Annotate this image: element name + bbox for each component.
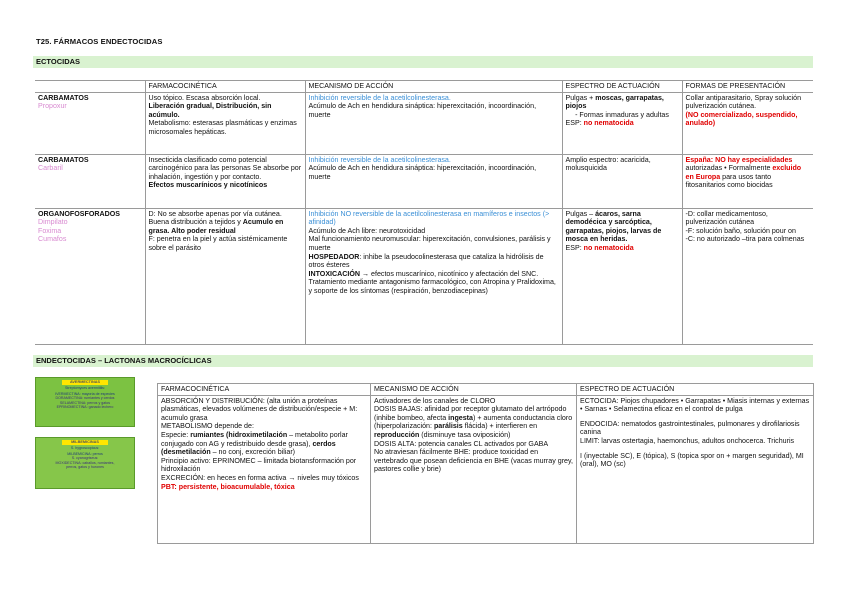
section-band-endectocidas: ENDECTOCIDAS – LACTONAS MACROCÍCLICAS xyxy=(33,355,813,367)
drug-name: Propoxur xyxy=(38,102,67,111)
forms-text: -D: collar medicamentoso, pulverización cutánea xyxy=(685,209,768,227)
legend-line: IVERMECTINA: mayoría de especies xyxy=(55,391,115,396)
pk-text: rumiantes (hidroximetilación xyxy=(190,430,288,439)
header-cell: MECANISMO DE ACCIÓN xyxy=(371,384,577,396)
moa-text: DOSIS ALTA: potencia canales CL activados por GABA xyxy=(374,439,549,448)
spectrum-text: LIMIT: larvas ostertagia, haemonchus, adultos onchocerca. Trichuris xyxy=(580,436,795,445)
spectrum-warning: no nematocida xyxy=(583,119,634,128)
spectrum-text: Amplio espectro: acaricida, molusquicida xyxy=(565,155,651,173)
header-cell: ESPECTRO DE ACTUACIÓN xyxy=(562,81,682,93)
drug-group: CARBAMATOS xyxy=(38,93,89,102)
pk-text: ABSORCIÓN Y DISTRIBUCIÓN: (alta unión a proteínas plasmáticas, elevados volúmenes de distribución/especie + M: acumulo grasa xyxy=(161,396,358,422)
page-title: T25. FÁRMACOS ENDECTOCIDAS xyxy=(36,37,163,46)
moa-text: INTOXICACIÓN xyxy=(308,269,360,278)
forms-warning: excluido en Europa xyxy=(685,164,802,181)
moa-text: Activadores de los canales de CLORO xyxy=(374,396,496,405)
moa-text: Acúmulo de Ach en hendidura sináptica: hiperexcitación, incoordinación, muerte xyxy=(308,164,537,181)
avermectinas-legend xyxy=(35,377,135,427)
drug-name: Cumafos xyxy=(38,235,67,244)
pk-text: – no conj, excreción biliar) xyxy=(210,448,296,457)
drug-name: Dimpilato xyxy=(38,218,68,227)
moa-highlight: Inhibición reversible de la acetilcolinesterasa. xyxy=(308,155,451,164)
legend-line: Streptomyces avermitilis: xyxy=(65,386,105,390)
spectrum-text: ESP: xyxy=(565,243,584,252)
moa-text: Acúmulo de Ach en hendidura sináptica: hiperexcitación, incoordinación, muerte xyxy=(308,102,537,119)
legend-line: SELAMECTINA: perros y gatos xyxy=(59,400,111,405)
spectrum-text: ECTOCIDA: Piojos chupadores • Garrapatas • Miasis internas y externas • Sarnas • Selamectina eficaz en el control de pulga xyxy=(580,396,810,414)
moa-highlight: Inhibición reversible de la acetilcolinesterasa. xyxy=(308,93,451,102)
spectrum-text: Pulgas – xyxy=(565,209,596,218)
moa-text: flácida) + interfieren en xyxy=(462,422,538,431)
spectrum-text: - Formas inmaduras y adultas xyxy=(575,110,669,119)
moa-text: (disminuye tasa oviposición) xyxy=(419,430,511,439)
legend-line: EPRINOMECTINA: ganado lechero xyxy=(56,405,114,410)
pk-text: – metabolito porlar conjugado con AG y redistribuido desde grasa), xyxy=(161,430,348,448)
header-cell: FARMACOCINÉTICA xyxy=(158,384,371,396)
pk-text: Metabolismo: esterasas plasmáticas y enzimas microsomales hepáticas. xyxy=(148,119,297,136)
drug-group: ORGANOFOSFORADOS xyxy=(38,209,120,218)
forms-warning: España: NO hay especialidades xyxy=(685,155,793,164)
legend-line: S. hygroscopicus: xyxy=(70,446,100,450)
spectrum-text: ESP: xyxy=(565,119,584,128)
spectrum-text: ácaros, sarna demodécica y sarcóptica, garrapatas, piojos, larvas de mosca en heridas. xyxy=(565,209,662,244)
pk-text: D: No se absorbe apenas por vía cutánea. Buena distribución a tejidos y xyxy=(148,209,282,227)
drug-group: CARBAMATOS xyxy=(38,155,89,164)
moa-highlight: Inhibición NO reversible de la acetilcolinesterasa en mamíferos e insectos (> afinidad) xyxy=(308,209,550,227)
spectrum-text: I (inyectable SC), E (tópica), S (topica spor on + margen seguridad), MI (oral), MO (sc) xyxy=(580,451,804,469)
legend-line: DORAMECTINA: rumiantes y cerdos xyxy=(55,396,115,401)
forms-text: -C: no autorizado –tira para colmenas xyxy=(685,235,805,244)
forms-text: autorizadas • Formalmente xyxy=(685,164,773,173)
moa-text: No atraviesan fácilmente BHE: produce toxicidad en vertebrado que posean deficiencia en BHE (vacas murray grey, pastores collie y brie) xyxy=(374,448,573,474)
header-cell xyxy=(35,81,145,93)
pk-text: Acumulo en grasa. Alto poder residual xyxy=(148,218,284,235)
legend-line: MILBEMICINA: perros xyxy=(67,451,103,456)
pk-warning: PBT: persistente, bioacumulable, tóxica xyxy=(161,482,295,491)
table-row xyxy=(35,208,813,344)
moa-text: HOSPEDADOR xyxy=(308,252,360,261)
table-row xyxy=(35,92,813,154)
table-header-row xyxy=(158,384,814,396)
table-header-row xyxy=(35,81,813,93)
header-cell: FORMAS DE PRESENTACIÓN xyxy=(682,81,813,93)
forms-text: -F: solución baño, solución pour on xyxy=(685,226,796,235)
pk-text: EXCRECIÓN: en heces en forma activa → niveles muy tóxicos xyxy=(161,473,359,482)
pk-text: Insecticida clasificado como potencial carcinogénico para las personas Se absorbe por inhalación, ingestión y por contacto. xyxy=(148,155,302,181)
legend-title: AVERMECTINAS xyxy=(62,380,108,385)
moa-text: : inhibe la pseudocolinesterasa que cataliza la hidrólisis de otros ésteres xyxy=(308,252,544,270)
moa-text: parálisis xyxy=(433,422,463,431)
forms-text: Collar antiparasitario, Spray solución pulverización cutánea. xyxy=(685,93,802,111)
moa-text: Mal funcionamiento neuromuscular: hiperexcitación, convulsiones, parálisis y muerte xyxy=(308,235,551,252)
ectocidas-table xyxy=(35,80,813,345)
spectrum-text: Pulgas + xyxy=(565,93,596,102)
forms-warning: (NO comercializado, suspendido, anulado) xyxy=(685,110,798,128)
section-band-ectocidas: ECTOCIDAS xyxy=(33,56,813,68)
pk-text: Especie: xyxy=(161,430,191,439)
legend-line: MOXIDECTINA: caballos, rumiantes, xyxy=(55,460,115,465)
pk-text: METABOLISMO depende de: xyxy=(161,422,254,431)
moa-text: ) + aumenta conductancia cloro (hiperpolarización: xyxy=(374,413,573,431)
legend-title: MILBEMICINAS xyxy=(62,440,108,445)
spectrum-text: moscas, garrapatas, piojos xyxy=(565,93,664,111)
moa-text: ingesta xyxy=(448,413,473,422)
table-row xyxy=(35,154,813,208)
pk-text: Efectos muscarínicos y nicotínicos xyxy=(148,181,268,190)
legend-line: perros, gatos y hurones xyxy=(66,465,104,470)
endectocidas-table xyxy=(157,383,814,544)
pk-text: Liberación gradual, Distribución, sin acúmulo. xyxy=(148,102,272,119)
forms-text: para usos tanto fitosanitarios como biocidas xyxy=(685,172,773,190)
pk-text: Principio activo: EPRINOMEC – limitada biotansformación por hidroxilación xyxy=(161,456,357,474)
header-cell: FARMACOCINÉTICA xyxy=(145,81,305,93)
table-row xyxy=(158,395,814,543)
header-cell: MECANISMO DE ACCIÓN xyxy=(305,81,562,93)
moa-text: DOSIS BAJAS: afinidad por receptor glutamato del artrópodo (inhibe bombeo, afecta xyxy=(374,405,567,422)
drug-name: Carbaril xyxy=(38,164,63,173)
milbemicinas-legend xyxy=(35,437,135,489)
moa-text: Acúmulo de Ach libre: neurotoxicidad xyxy=(308,226,426,235)
pk-text: Uso tópico. Escasa absorción local. xyxy=(148,93,261,102)
spectrum-warning: no nematocida xyxy=(583,243,634,252)
legend-line: S. cyanogriseus: xyxy=(71,456,99,461)
pk-text: F: penetra en la piel y actúa sistémicamente sobre el parásito xyxy=(148,235,288,252)
moa-text: reproducción xyxy=(374,430,420,439)
pk-text: cerdos (desmetilación xyxy=(161,439,336,457)
drug-name: Foxima xyxy=(38,226,62,235)
moa-text: → efectos muscarínico, nicotínico y afectación del SNC. Tratamiento mediante antagonismo farmacológico, con Atropina y Pralidoxima, y soporte de los síntomas (respiración, benzodiacepinas) xyxy=(308,269,556,295)
spectrum-text: ENDOCIDA: nematodos gastrointestinales, pulmonares y dirofilariosis canina xyxy=(580,419,800,437)
header-cell: ESPECTRO DE ACTUACIÓN xyxy=(577,384,814,396)
